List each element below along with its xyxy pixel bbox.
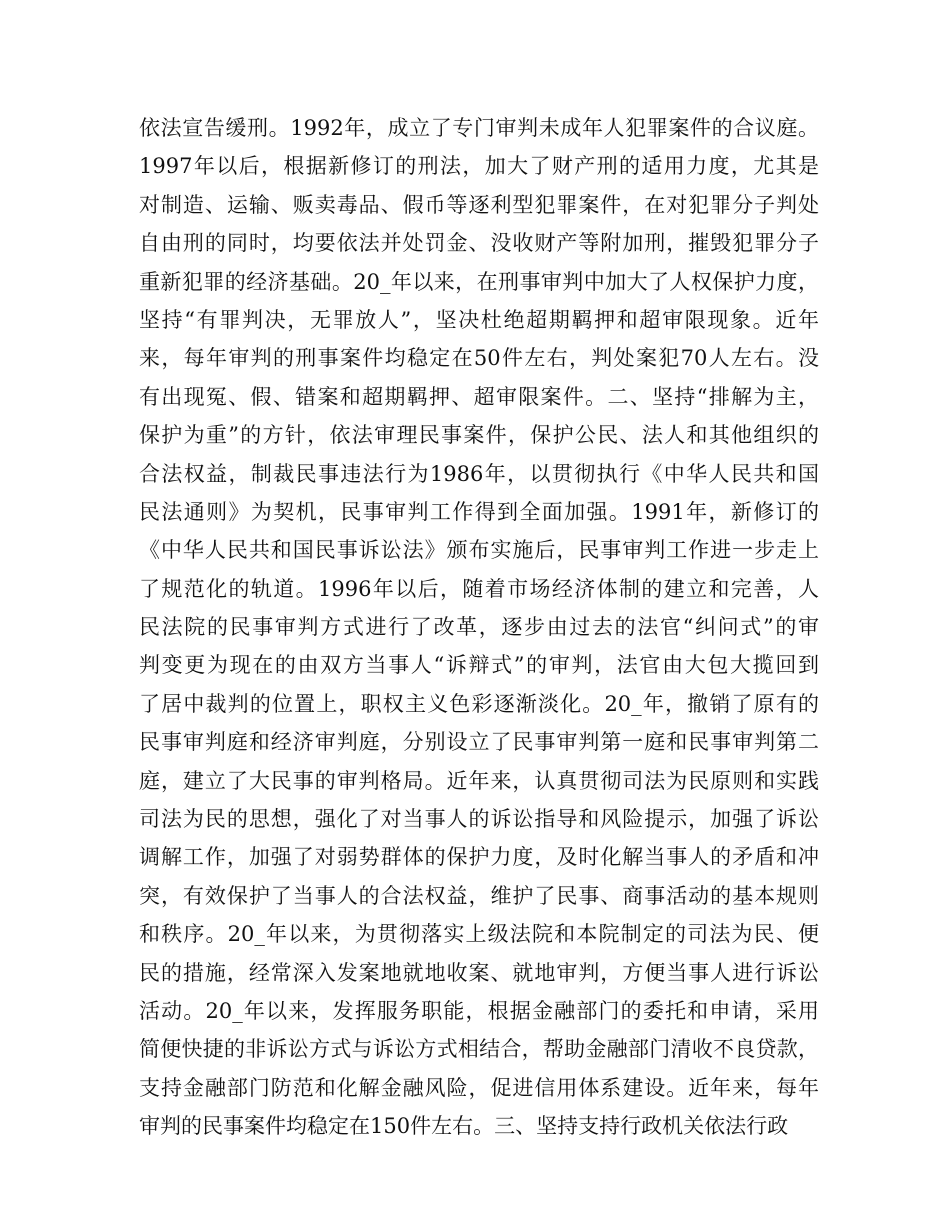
text-line-15: 判变更为现在的由双方当事人“诉辩式”的审判，法官由大包大揽回到 (139, 653, 819, 678)
text-line-1: 依法宣告缓刑。1992年，成立了专门审判未成年人犯罪案件的合议庭。 (139, 116, 819, 140)
text-line-4: 自由刑的同时，均要依法并处罚金、没收财产等附加刑，摧毁犯罪分子 (139, 231, 819, 256)
text-line-22: 和秩序。20_年以来，为贯彻落实上级法院和本院制定的司法为民、便 (139, 922, 819, 947)
text-line-5: 重新犯罪的经济基础。20_年以来，在刑事审判中加大了人权保护力度， (139, 269, 819, 294)
text-line-13: 了规范化的轨道。1996年以后，随着市场经济体制的建立和完善，人 (139, 576, 819, 601)
text-line-23: 民的措施，经常深入发案地就地收案、就地审判，方便当事人进行诉讼 (139, 960, 819, 985)
text-line-21: 突，有效保护了当事人的合法权益，维护了民事、商事活动的基本规则 (139, 883, 819, 908)
text-line-9: 保护为重”的方针，依法审理民事案件，保护公民、法人和其他组织的 (139, 423, 819, 448)
text-line-25: 简便快捷的非诉讼方式与诉讼方式相结合，帮助金融部门清收不良贷款， (139, 1037, 819, 1062)
text-line-3: 对制造、运输、贩卖毒品、假币等逐利型犯罪案件，在对犯罪分子判处 (139, 192, 819, 217)
text-line-12: 《中华人民共和国民事诉讼法》颁布实施后，民事审判工作进一步走上 (139, 538, 819, 563)
text-line-20: 调解工作，加强了对弱势群体的保护力度，及时化解当事人的矛盾和冲 (139, 845, 819, 870)
text-line-6: 坚持“有罪判决，无罪放人”，坚决杜绝超期羁押和超审限现象。近年 (139, 307, 819, 332)
text-line-26: 支持金融部门防范和化解金融风险，促进信用体系建设。近年来，每年 (139, 1075, 819, 1100)
text-line-19: 司法为民的思想，强化了对当事人的诉讼指导和风险提示，加强了诉讼 (139, 807, 819, 832)
body-text (139, 109, 819, 1146)
text-line-16: 了居中裁判的位置上，职权主义色彩逐渐淡化。20_年，撤销了原有的 (139, 691, 819, 716)
text-line-18: 庭，建立了大民事的审判格局。近年来，认真贯彻司法为民原则和实践 (139, 768, 819, 793)
text-line-7: 来，每年审判的刑事案件均稳定在50件左右，判处案犯70人左右。没 (139, 346, 819, 371)
text-line-2: 1997年以后，根据新修订的刑法，加大了财产刑的适用力度，尤其是 (139, 154, 819, 179)
text-line-10: 合法权益，制裁民事违法行为1986年，以贯彻执行《中华人民共和国 (139, 461, 819, 486)
text-line-11: 民法通则》为契机，民事审判工作得到全面加强。1991年，新修订的 (139, 499, 819, 524)
text-line-17: 民事审判庭和经济审判庭，分别设立了民事审判第一庭和民事审判第二 (139, 730, 819, 755)
text-line-24: 活动。20_年以来，发挥服务职能，根据金融部门的委托和申请，采用 (139, 998, 819, 1023)
text-line-8: 有出现冤、假、错案和超期羁押、超审限案件。二、坚持“排解为主， (139, 384, 819, 409)
text-line-27: 审判的民事案件均稳定在150件左右。三、坚持支持行政机关依法行政 (139, 1114, 789, 1139)
text-line-14: 民法院的民事审判方式进行了改革，逐步由过去的法官“纠问式”的审 (139, 615, 819, 640)
